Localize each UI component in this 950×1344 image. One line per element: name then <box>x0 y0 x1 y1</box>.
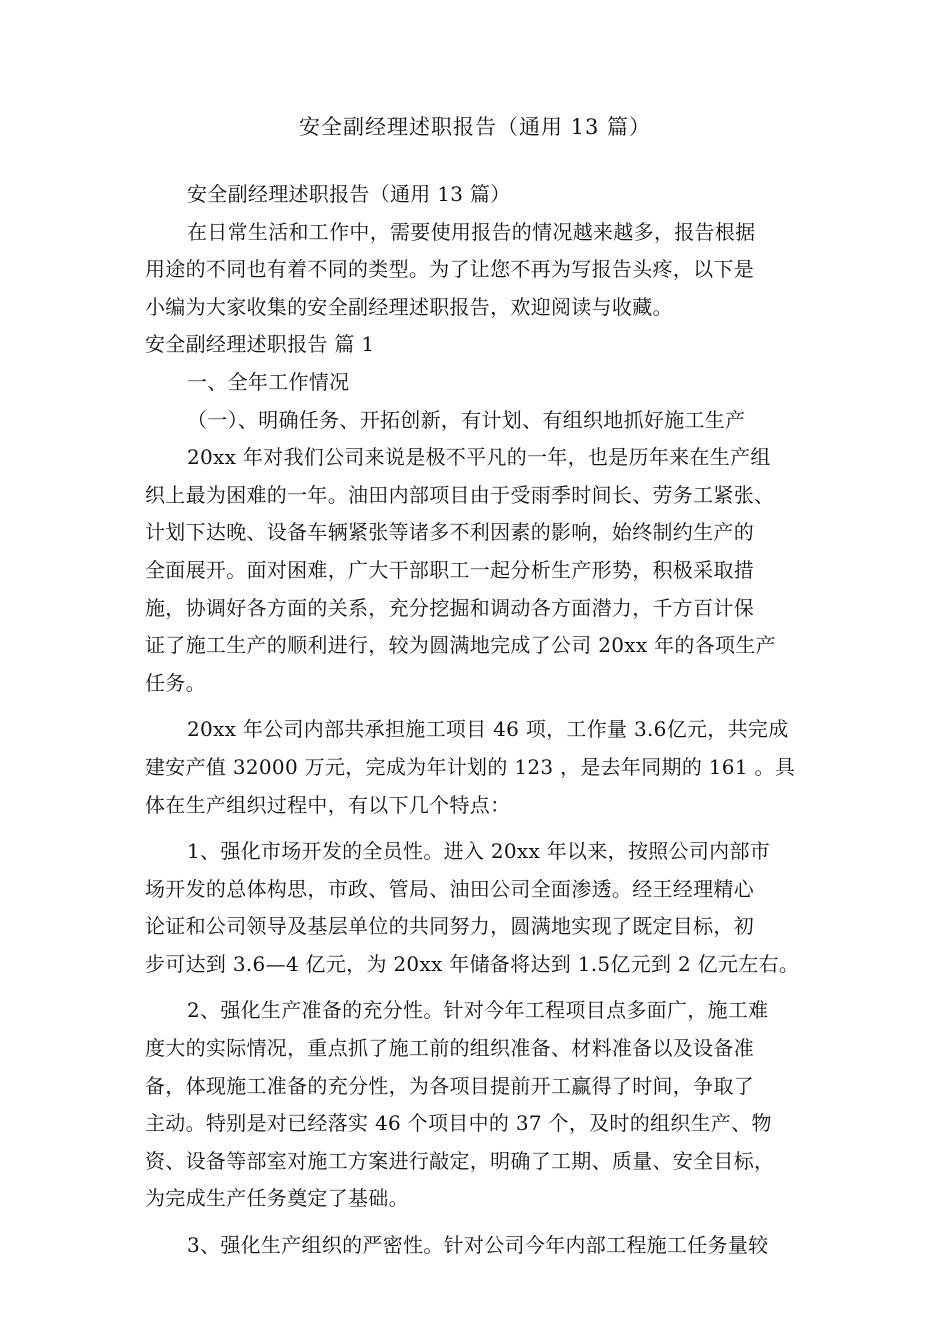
text-line: 20xx 年对我们公司来说是极不平凡的一年，也是历年来在生产组 <box>187 445 771 470</box>
text-line: 主动。特别是对已经落实 46 个项目中的 37 个，及时的组织生产、物 <box>145 1111 772 1136</box>
text-line: 建安产值 32000 万元，完成为年计划的 123 ，是去年同期的 161 。具 <box>145 754 796 779</box>
text-line: 3、强化生产组织的严密性。针对公司今年内部工程施工任务量较 <box>187 1233 769 1258</box>
text-line: 步可达到 3.6—4 亿元，为 20xx 年储备将达到 1.5亿元到 2 亿元左右。 <box>145 951 800 976</box>
document-title: 安全副经理述职报告（通用 13 篇） <box>298 115 652 139</box>
document-body <box>145 176 835 1265</box>
text-line: 小编为大家收集的安全副经理述职报告，欢迎阅读与收藏。 <box>145 294 673 319</box>
paragraph-gap <box>145 702 835 711</box>
text-line: 度大的实际情况，重点抓了施工前的组织准备、材料准备以及设备准 <box>145 1036 754 1061</box>
text-line: 施，协调好各方面的关系，充分挖掘和调动各方面潜力，千方百计保 <box>145 595 754 620</box>
paragraph-gap <box>145 1218 835 1227</box>
text-line: 安全副经理述职报告（通用 13 篇） <box>187 182 511 206</box>
text-line: 为完成生产任务奠定了基础。 <box>145 1186 409 1211</box>
paragraph-gap <box>145 983 835 992</box>
text-line: 20xx 年公司内部共承担施工项目 46 项，工作量 3.6亿元，共完成 <box>187 717 789 742</box>
text-line: 论证和公司领导及基层单位的共同努力，圆满地实现了既定目标，初 <box>145 914 754 939</box>
text-line: 2、强化生产准备的充分性。针对今年工程项目点多面广，施工难 <box>187 998 769 1023</box>
text-line: 织上最为困难的一年。油田内部项目由于受雨季时间长、劳务工紧张、 <box>145 482 775 507</box>
text-line: 安全副经理述职报告 篇 1 <box>145 332 375 357</box>
text-line: 1、强化市场开发的全员性。进入 20xx 年以来，按照公司内部市 <box>187 839 771 864</box>
text-line: 任务。 <box>145 670 206 695</box>
text-line: 在日常生活和工作中，需要使用报告的情况越来越多，报告根据 <box>187 219 756 244</box>
text-line: 资、设备等部室对施工方案进行敲定，明确了工期、质量、安全目标， <box>145 1148 775 1173</box>
text-line: 体在生产组织过程中，有以下几个特点： <box>145 792 511 817</box>
text-line: 全面展开。面对困难，广大干部职工一起分析生产形势，积极采取措 <box>145 557 754 582</box>
text-line: 一、全年工作情况 <box>187 369 350 394</box>
text-line: 计划下达晚、设备车辆紧张等诸多不利因素的影响，始终制约生产的 <box>145 520 754 545</box>
text-line: （一）、明确任务、开拓创新，有计划、有组织地抓好施工生产 <box>187 407 746 432</box>
text-line: 场开发的总体构思，市政、管局、油田公司全面渗透。经王经理精心 <box>145 876 754 901</box>
paragraph-gap <box>145 824 835 833</box>
text-line: 证了施工生产的顺利进行，较为圆满地完成了公司 20xx 年的各项生产 <box>145 633 776 658</box>
text-line: 用途的不同也有着不同的类型。为了让您不再为写报告头疼，以下是 <box>145 257 754 282</box>
text-line: 备，体现施工准备的充分性，为各项目提前开工赢得了时间，争取了 <box>145 1073 754 1098</box>
